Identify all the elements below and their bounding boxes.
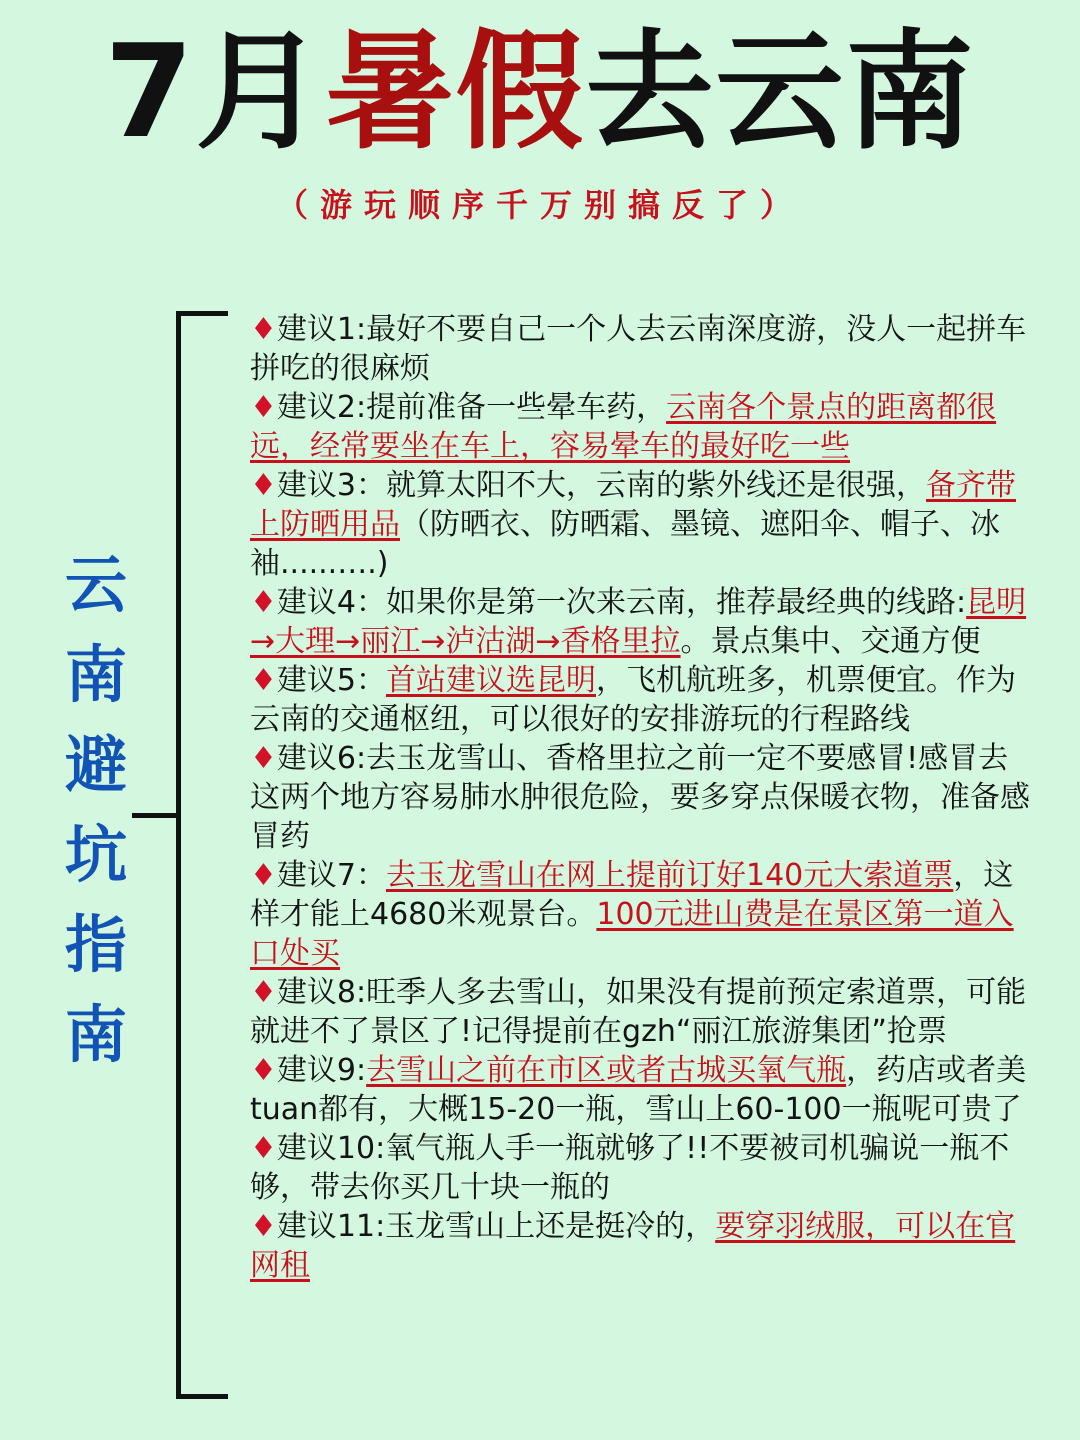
- title-highlight: 暑假: [325, 18, 586, 167]
- title-prefix: 7月: [104, 18, 326, 167]
- tip-text: 建议7：: [276, 858, 386, 893]
- tip-text: ，这样才能上4680米观景台。: [250, 858, 1014, 932]
- diamond-bullet-icon: ♦: [250, 312, 277, 347]
- tip-text: 建议1:最好不要自己一个人去云南深度游，没人一起拼车拼吃的很麻烦: [250, 312, 1027, 386]
- tip-text: 。景点集中、交通方便: [680, 624, 981, 659]
- title-suffix: 去云南: [585, 18, 976, 167]
- tips-list: [250, 310, 1034, 1285]
- tip-text: 建议8:旺季人多去雪山，如果没有提前预定索道票，可能就进不了景区了!记得提前在gzh“丽江旅游集团”抢票: [250, 975, 1027, 1049]
- side-label-char: 指: [64, 908, 127, 981]
- tip-highlight-text: 云南各个景点的距离都很远，经常要坐在车上，容易晕车的最好吃一些: [250, 390, 997, 464]
- tip-item: [250, 466, 1034, 583]
- tip-text: 建议3：就算太阳不大，云南的紫外线还是很强，: [276, 468, 926, 503]
- tip-item: [250, 1129, 1034, 1207]
- bracket-top-line: [176, 311, 228, 316]
- side-label: [58, 540, 134, 1080]
- tip-highlight-text: 要穿羽绒服，可以在官网租: [250, 1209, 1016, 1283]
- subtitle: （游玩顺序千万别搞反了）: [275, 186, 804, 224]
- tip-text: 建议6:去玉龙雪山、香格里拉之前一定不要感冒!感冒去这两个地方容易肺水肿很危险，要多穿点保暖衣物，准备感冒药: [250, 741, 1030, 854]
- tip-item: [250, 1207, 1034, 1285]
- tip-highlight-text: 首站建议选昆明: [386, 663, 596, 698]
- tip-item: [250, 310, 1034, 388]
- side-label-char: 云: [64, 548, 127, 621]
- tip-item: [250, 856, 1034, 973]
- tip-text: 建议10:氧气瓶人手一瓶就够了!!不要被司机骗说一瓶不够，带去你买几十块一瓶的: [250, 1131, 1010, 1205]
- diamond-bullet-icon: ♦: [250, 390, 277, 425]
- tip-text: 建议9:: [276, 1053, 367, 1088]
- tip-highlight-text: 备齐带上防晒用品: [250, 468, 1016, 542]
- tip-text: （防晒衣、防晒霜、墨镜、遮阳伞、帽子、冰袖......….): [250, 507, 1000, 581]
- tip-text: ，飞机航班多，机票便宜。作为云南的交通枢纽，可以很好的安排游玩的行程路线: [250, 663, 1016, 737]
- tip-item: [250, 1051, 1034, 1129]
- tip-highlight-text: 昆明→大理→丽江→泸沽湖→香格里拉: [250, 585, 1027, 659]
- bracket-vertical-line: [176, 311, 181, 1399]
- diamond-bullet-icon: ♦: [250, 1209, 277, 1244]
- diamond-bullet-icon: ♦: [250, 663, 277, 698]
- tip-highlight-text: 去雪山之前在市区或者古城买氧气瓶: [366, 1053, 847, 1088]
- diamond-bullet-icon: ♦: [250, 858, 277, 893]
- page-title: [0, 18, 1080, 168]
- side-label-char: 坑: [64, 818, 127, 891]
- tip-item: [250, 583, 1034, 661]
- diamond-bullet-icon: ♦: [250, 468, 277, 503]
- side-label-char: 南: [64, 998, 127, 1071]
- tip-item: [250, 661, 1034, 739]
- tip-text: ，药店或者美tuan都有，大概15-20一瓶，雪山上60-100一瓶呢可贵了: [250, 1053, 1027, 1127]
- tip-item: [250, 973, 1034, 1051]
- tip-text: 建议11:玉龙雪山上还是挺冷的，: [276, 1209, 716, 1244]
- diamond-bullet-icon: ♦: [250, 741, 277, 776]
- tip-highlight-text: 100元进山费是在景区第一道入口处买: [250, 897, 1014, 971]
- tip-item: [250, 388, 1034, 466]
- bracket-bottom-line: [176, 1394, 228, 1399]
- tip-text: 建议2:提前准备一些晕车药，: [276, 390, 667, 425]
- side-label-char: 南: [64, 638, 127, 711]
- tip-highlight-text: 去玉龙雪山在网上提前订好140元大索道票: [386, 858, 954, 893]
- side-label-char: 避: [64, 728, 127, 801]
- bracket-middle-line: [132, 813, 181, 818]
- tip-text: 建议5：: [276, 663, 386, 698]
- diamond-bullet-icon: ♦: [250, 1053, 277, 1088]
- tip-item: [250, 739, 1034, 856]
- diamond-bullet-icon: ♦: [250, 975, 277, 1010]
- diamond-bullet-icon: ♦: [250, 1131, 277, 1166]
- diamond-bullet-icon: ♦: [250, 585, 277, 620]
- tip-text: 建议4：如果你是第一次来云南，推荐最经典的线路:: [276, 585, 967, 620]
